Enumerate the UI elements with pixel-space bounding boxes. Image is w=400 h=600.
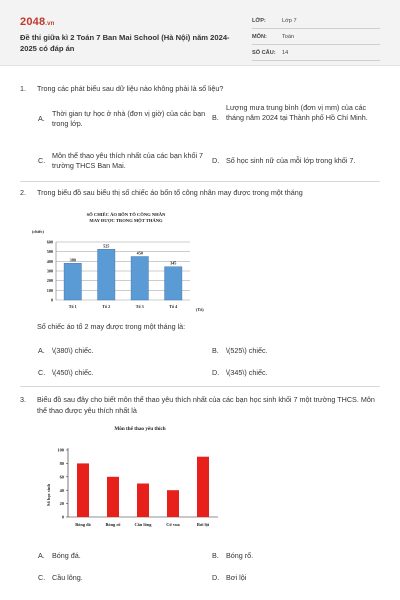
option-text: Bơi lội xyxy=(226,573,247,582)
option-1b[interactable] xyxy=(212,103,384,123)
x-tick-label: Bơi lội xyxy=(196,522,210,527)
option-text: Cầu lông. xyxy=(52,573,83,582)
page-header xyxy=(0,0,400,66)
option-text: Môn thể thao yêu thích nhất của các bạn khối 7 trường THCS Ban Mai. xyxy=(52,150,204,170)
y-tick-label: 20 xyxy=(59,501,64,507)
y-axis-label: (chiếc) xyxy=(32,229,44,234)
bar xyxy=(167,490,179,517)
bar xyxy=(107,477,119,517)
option-label: C. xyxy=(38,573,46,582)
option-label: A. xyxy=(38,113,45,123)
y-tick-label: 600 xyxy=(46,239,53,245)
option-label: A. xyxy=(38,551,45,560)
y-tick-label: 400 xyxy=(46,258,53,264)
y-tick-label: 300 xyxy=(46,268,53,274)
option-3d[interactable] xyxy=(212,573,246,583)
page-title: Đề thi giữa kì 2 Toán 7 Ban Mai School (Hà Nội) năm 2024-2025 có đáp án xyxy=(20,33,230,53)
meta-key: SỐ CÂU: xyxy=(252,49,276,56)
option-2c[interactable] xyxy=(38,368,94,378)
meta-key: MÔN: xyxy=(252,33,267,40)
option-3a[interactable] xyxy=(38,551,81,561)
y-tick-label: 80 xyxy=(59,461,64,466)
y-axis-label: Số học sinh xyxy=(46,483,51,507)
x-tick-label: Bóng đá xyxy=(75,522,91,527)
option-text: Thời gian tự học ở nhà (đơn vị giờ) của các bạn trong lớp. xyxy=(52,108,206,128)
chart-sports xyxy=(38,420,228,540)
question-2 xyxy=(20,188,380,199)
meta-key: LỚP: xyxy=(252,17,266,24)
site-logo[interactable] xyxy=(20,16,55,28)
option-text: \(380\) chiếc. xyxy=(52,346,94,355)
x-tick-label: Tổ 2 xyxy=(102,304,111,309)
option-label: D. xyxy=(212,368,220,377)
bar xyxy=(137,484,149,518)
question-number: 3. xyxy=(20,395,26,404)
divider xyxy=(20,386,380,387)
option-text: \(345\) chiếc. xyxy=(226,368,268,377)
y-tick-label: 0 xyxy=(61,514,64,520)
option-3c[interactable] xyxy=(38,573,83,583)
bar xyxy=(77,463,89,517)
meta-row-class xyxy=(252,13,380,29)
option-2a[interactable] xyxy=(38,346,94,356)
option-3b[interactable] xyxy=(212,551,253,561)
meta-row-subject xyxy=(252,29,380,45)
option-1d[interactable] xyxy=(212,156,384,166)
option-label: D. xyxy=(212,156,220,165)
chart-title-line1: SỐ CHIẾC ÁO BỐN TỔ CÔNG NHÂN xyxy=(86,212,166,217)
question-text: Biểu đồ sau đây cho biết môn thể thao yêu thích nhất của các bạn học sinh khối 7 một trường THCS. Môn thể thao được yêu thích nhất là xyxy=(37,395,375,415)
chart-shirts xyxy=(30,208,210,318)
option-1c[interactable] xyxy=(38,150,218,171)
x-tick-label: Bóng rổ xyxy=(105,522,121,527)
question-1 xyxy=(20,84,380,95)
bar xyxy=(131,257,148,301)
option-label: B. xyxy=(212,113,219,122)
bar xyxy=(98,249,115,300)
option-text: Lượng mưa trung bình (đơn vị mm) của các tháng năm 2024 tại Thành phố Hồ Chí Minh. xyxy=(226,103,368,122)
bar xyxy=(64,263,81,300)
option-label: B. xyxy=(212,551,219,560)
chart-title: Môn thể thao yêu thích xyxy=(114,426,166,432)
option-label: D. xyxy=(212,573,220,582)
option-text: \(525\) chiếc. xyxy=(226,346,268,355)
meta-table xyxy=(252,13,380,61)
question-2-subtext xyxy=(37,322,397,331)
meta-value: Lớp 7 xyxy=(282,17,297,24)
bar xyxy=(165,267,182,300)
question-subtext: Số chiếc áo tổ 2 may được trong một tháng là: xyxy=(37,322,186,331)
question-number: 2. xyxy=(20,188,26,197)
data-label: 380 xyxy=(69,257,76,263)
option-label: B. xyxy=(212,346,219,355)
y-tick-label: 200 xyxy=(46,278,53,284)
logo-suffix: .vn xyxy=(45,21,55,27)
y-tick-label: 60 xyxy=(59,474,64,480)
option-1a[interactable] xyxy=(38,108,218,129)
y-tick-label: 0 xyxy=(50,297,53,303)
data-label: 450 xyxy=(136,250,143,256)
x-tick-label: Cờ vua xyxy=(166,522,180,527)
option-text: Số học sinh nữ của mỗi lớp trong khối 7. xyxy=(226,156,356,165)
question-3 xyxy=(20,395,380,416)
logo-text: 2048 xyxy=(20,16,46,28)
meta-value: Toán xyxy=(282,33,295,40)
option-label: A. xyxy=(38,346,45,355)
question-text: Trong các phát biểu sau dữ liệu nào không phải là số liệu? xyxy=(37,84,224,93)
divider xyxy=(20,181,380,182)
option-text: Bóng đá. xyxy=(52,551,81,560)
x-tick-label: Tổ 1 xyxy=(68,304,77,309)
chart-title-line2: MAY ĐƯỢC TRONG MỘT THÁNG xyxy=(89,218,163,223)
option-text: Bóng rổ. xyxy=(226,551,254,560)
data-label: 525 xyxy=(103,243,110,249)
y-tick-label: 100 xyxy=(57,447,64,453)
option-text: \(450\) chiếc. xyxy=(52,368,94,377)
option-label: C. xyxy=(38,368,46,377)
x-tick-label: Cầu lông xyxy=(134,522,152,527)
question-number: 1. xyxy=(20,84,26,93)
bar xyxy=(197,457,209,517)
data-label: 345 xyxy=(170,260,177,266)
question-text: Trong biểu đồ sau biểu thị số chiếc áo bốn tổ công nhân may được trong một tháng xyxy=(37,188,303,197)
meta-row-count xyxy=(252,45,380,61)
y-tick-label: 40 xyxy=(59,487,64,493)
meta-value: 14 xyxy=(282,49,289,56)
option-2b[interactable] xyxy=(212,346,268,356)
x-tick-label: Tổ 4 xyxy=(169,304,178,309)
y-tick-label: 100 xyxy=(46,287,53,293)
y-tick-label: 500 xyxy=(46,249,53,255)
option-label: C. xyxy=(38,155,46,165)
option-2d[interactable] xyxy=(212,368,268,378)
x-axis-label: (Tổ) xyxy=(196,307,204,312)
x-tick-label: Tổ 3 xyxy=(135,304,144,309)
